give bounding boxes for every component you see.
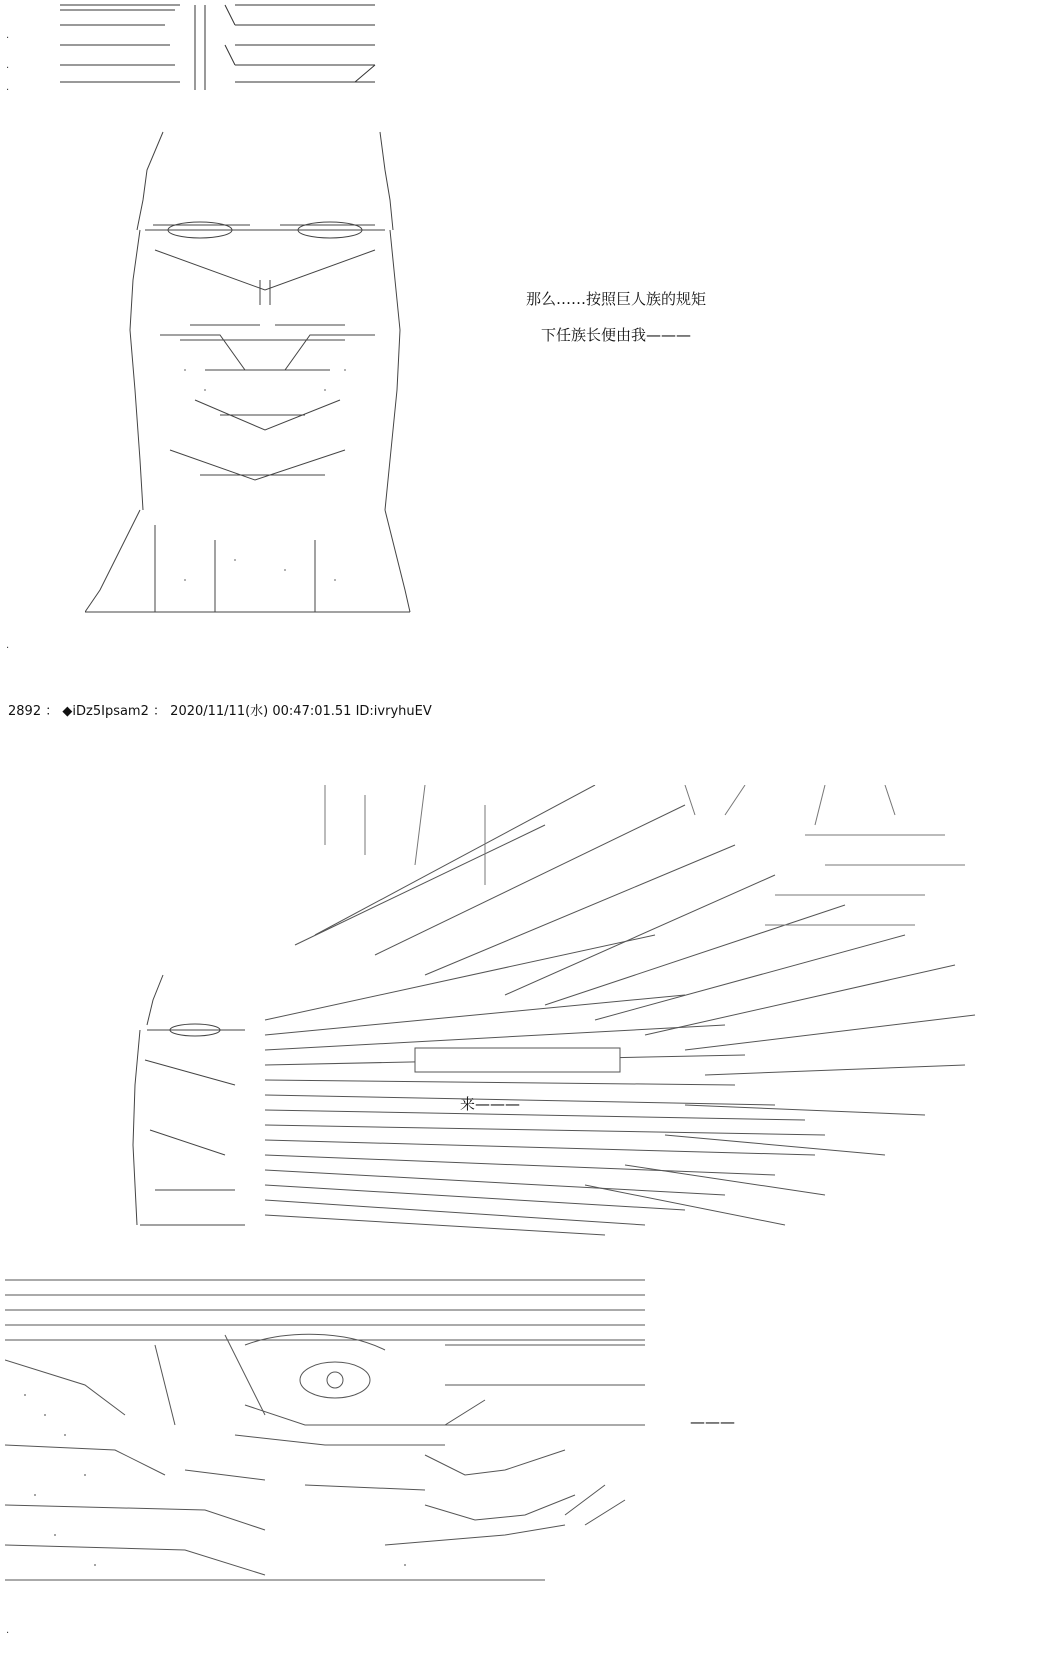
eye-closeup-drawing [5, 1275, 655, 1600]
margin-dot: . [6, 640, 10, 651]
post-number: 2892 [8, 704, 42, 719]
ascii-art-knight-panel-2 [125, 785, 985, 1245]
ascii-art-top-fragment-drawing [55, 0, 405, 95]
post-trip: ◆iDz5Ipsam2 [62, 704, 149, 719]
post-header [8, 703, 432, 721]
ascii-art-knight-panel-1 [85, 130, 440, 615]
panel-1-dialogue-line-1: 那么……按照巨人族的规矩 [526, 290, 707, 308]
margin-dot: . [6, 30, 10, 41]
post-id: ID:ivryhuEV [355, 704, 432, 719]
panel-2-speech: 来——— [460, 1095, 521, 1113]
knight-figure-drawing [85, 130, 440, 615]
post-separator: ： [45, 704, 59, 719]
knight-speedlines-drawing [125, 785, 985, 1245]
margin-dot: . [6, 82, 10, 93]
post-datetime: 2020/11/11(水) 00:47:01.51 [170, 704, 352, 719]
panel-3-dash: ——— [690, 1413, 735, 1431]
margin-dot: . [6, 1625, 10, 1636]
ascii-art-eye-panel-3 [5, 1275, 655, 1600]
ascii-art-top-fragment [55, 0, 405, 95]
post-separator: ： [153, 704, 167, 719]
margin-dot: . [6, 60, 10, 71]
panel-1-dialogue-line-2: 下任族长便由我——— [541, 326, 692, 344]
